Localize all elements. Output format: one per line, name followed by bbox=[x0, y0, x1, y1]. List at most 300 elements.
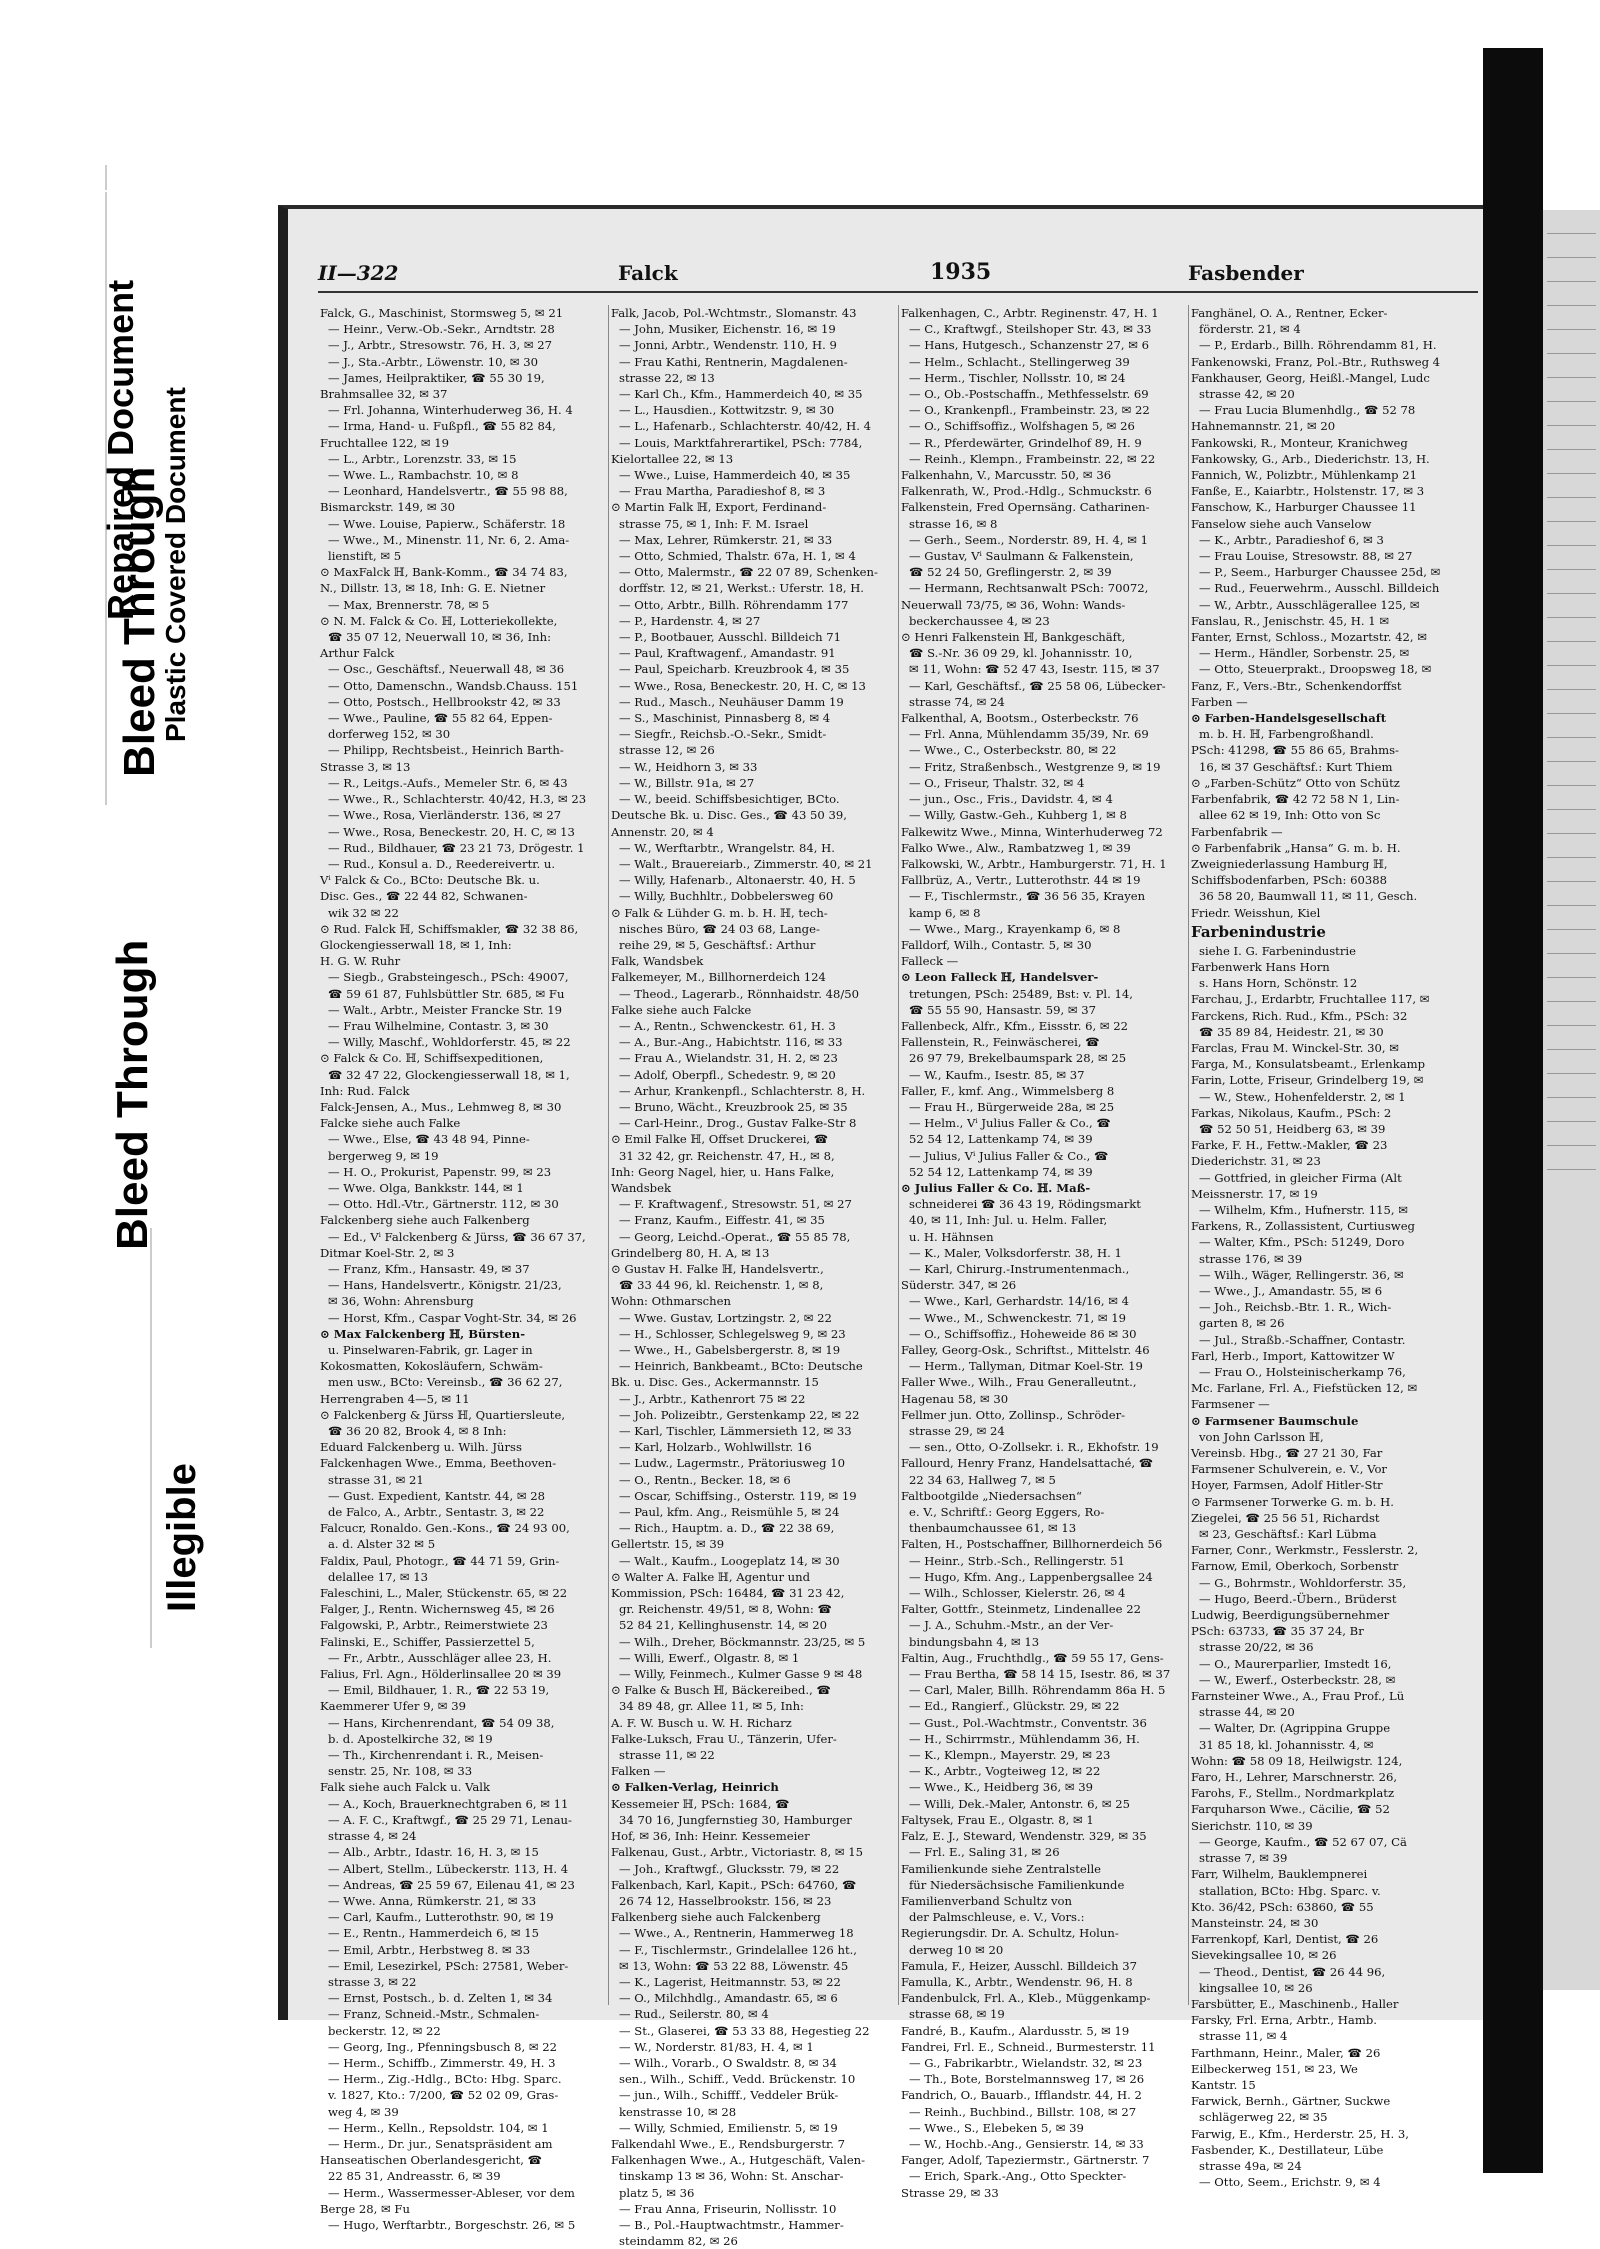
directory-entry: ☎ 52 24 50, Greflingerstr. 2, ✉ 39 bbox=[909, 565, 1112, 580]
directory-entry: Fandrich, O., Bauarb., Ifflandstr. 44, H. 2 bbox=[901, 2088, 1142, 2103]
directory-entry: ⊙ Falck & Co. ℍ, Schiffsexpeditionen, bbox=[320, 1051, 544, 1066]
directory-entry: 22 34 63, Hallweg 7, ✉ 5 bbox=[909, 1472, 1056, 1487]
directory-entry: — Louis, Marktfahrerartikel, PSch: 7784, bbox=[619, 435, 863, 450]
directory-entry: Faleschini, L., Maler, Stückenstr. 65, ✉ 22 bbox=[320, 1586, 568, 1601]
directory-entry: — K., Maler, Volksdorferstr. 38, H. 1 bbox=[909, 1245, 1122, 1260]
directory-entry: ⊙ „Farben-Schütz“ Otto von Schütz bbox=[1191, 775, 1400, 790]
directory-entry: — Julius, Vⁱ Julius Faller & Co., ☎ bbox=[909, 1148, 1109, 1163]
column-1 bbox=[318, 305, 594, 2232]
directory-entry: — E., Rentn., Hammerdeich 6, ✉ 15 bbox=[328, 1926, 539, 1941]
directory-entry: e. V., Schriftf.: Georg Eggers, Ro- bbox=[909, 1505, 1105, 1520]
directory-entry: Falz, E. J., Steward, Wendenstr. 329, ✉ 35 bbox=[901, 1829, 1147, 1844]
directory-entry: — Wwe. Anna, Rümkerstr. 21, ✉ 33 bbox=[328, 1893, 537, 1908]
directory-entry: Friedr. Weisshun, Kiel bbox=[1191, 905, 1321, 920]
directory-entry: 34 70 16, Jungfernstieg 30, Hamburger bbox=[619, 1812, 852, 1827]
directory-entry: Falckenberg siehe auch Falkenberg bbox=[320, 1213, 530, 1228]
directory-entry: — Rich., Hauptm. a. D., ☎ 22 38 69, bbox=[619, 1521, 835, 1536]
directory-entry: — Helm., Vⁱ Julius Faller & Co., ☎ bbox=[909, 1116, 1111, 1131]
directory-entry: — Siegb., Grabsteingesch., PSch: 49007, bbox=[328, 970, 569, 985]
directory-entry: Faller, F., kmf. Ang., Wimmelsberg 8 bbox=[901, 1083, 1115, 1098]
directory-entry: ⊙ Farmsener Baumschule bbox=[1191, 1413, 1359, 1428]
directory-entry: — Karl, Geschäftsf., ☎ 25 58 06, Lübecker- bbox=[909, 678, 1166, 693]
directory-entry: Strasse 3, ✉ 13 bbox=[320, 759, 411, 774]
directory-entry: gr. Reichenstr. 49/51, ✉ 8, Wohn: ☎ bbox=[619, 1602, 832, 1617]
directory-entry: — Heinr., Strb.-Sch., Rellingerstr. 51 bbox=[909, 1553, 1125, 1568]
directory-entry: ⊙ Max Falckenberg ℍ, Bürsten- bbox=[320, 1326, 526, 1341]
directory-entry: — Willi, Ewerf., Olgastr. 8, ✉ 1 bbox=[619, 1650, 800, 1665]
directory-entry: — Gustav, Vⁱ Saulmann & Falkenstein, bbox=[909, 549, 1134, 564]
directory-entry: ⊙ Falken-Verlag, Heinrich bbox=[611, 1780, 779, 1795]
directory-entry: Hahnemannstr. 21, ✉ 20 bbox=[1191, 419, 1336, 434]
directory-entry: Faltin, Aug., Fruchthdlg., ☎ 59 55 17, Gens- bbox=[901, 1650, 1164, 1665]
directory-entry: weg 4, ✉ 39 bbox=[328, 2104, 399, 2119]
directory-entry: Falius, Frl. Agn., Hölderlinsallee 20 ✉ 39 bbox=[320, 1667, 562, 1682]
directory-entry: strasse 31, ✉ 21 bbox=[328, 1472, 424, 1487]
directory-entry: — Willy, Gastw.-Geh., Kuhberg 1, ✉ 8 bbox=[909, 808, 1127, 823]
directory-entry: — O., Ob.-Postschaffn., Methfesselstr. 69 bbox=[909, 387, 1149, 402]
directory-entry: — Wwe., R., Schlachterstr. 40/42, H.3, ✉ 23 bbox=[328, 792, 587, 807]
directory-entry: — Gerh., Seem., Norderstr. 89, H. 4, ✉ 1 bbox=[909, 532, 1149, 547]
directory-entry: — Wilh., Schlosser, Kielerstr. 26, ✉ 4 bbox=[909, 1586, 1126, 1601]
directory-entry: Annenstr. 20, ✉ 4 bbox=[611, 824, 714, 839]
directory-entry: ☎ 59 61 87, Fuhlsbüttler Str. 685, ✉ Fu bbox=[328, 986, 565, 1001]
directory-entry: — S., Maschinist, Pinnasberg 8, ✉ 4 bbox=[619, 711, 831, 726]
directory-entry: — Otto, Malermstr., ☎ 22 07 89, Schenken- bbox=[619, 565, 878, 580]
directory-entry: ⊙ Falke & Busch ℍ, Bäckereibed., ☎ bbox=[611, 1683, 831, 1698]
directory-entry: Farwig, E., Kfm., Herderstr. 25, H. 3, bbox=[1191, 2126, 1409, 2141]
directory-entry: — Wilh., Dreher, Böckmannstr. 23/25, ✉ 5 bbox=[619, 1634, 866, 1649]
directory-entry: dorferweg 152, ✉ 30 bbox=[328, 727, 451, 742]
directory-entry: Faller Wwe., Wilh., Frau Generalleutnt., bbox=[901, 1375, 1137, 1390]
directory-entry: Zweigniederlassung Hamburg ℍ, bbox=[1191, 856, 1388, 871]
directory-entry: Fanger, Adolf, Tapeziermstr., Gärtnerstr. 7 bbox=[901, 2153, 1150, 2168]
directory-entry: — Heinr., Verw.-Ob.-Sekr., Arndtstr. 28 bbox=[328, 322, 555, 337]
directory-entry: — Wwe., K., Heidberg 36, ✉ 39 bbox=[909, 1780, 1094, 1795]
directory-entry: ⊙ Farbenfabrik „Hansa“ G. m. b. H. bbox=[1191, 840, 1401, 855]
directory-entry: — Otto, Seem., Erichstr. 9, ✉ 4 bbox=[1199, 2175, 1381, 2190]
directory-entry: förderstr. 21, ✉ 4 bbox=[1199, 322, 1301, 337]
directory-entry: Familienkunde siehe Zentralstelle bbox=[901, 1861, 1102, 1876]
directory-entry: beckerchaussee 4, ✉ 23 bbox=[909, 613, 1050, 628]
directory-entry: kingsallee 10, ✉ 26 bbox=[1199, 1980, 1313, 1995]
directory-entry: Farnsteiner Wwe., A., Frau Prof., Lü bbox=[1191, 1689, 1405, 1704]
directory-entry: Fandré, B., Kaufm., Alardusstr. 5, ✉ 19 bbox=[901, 2023, 1130, 2038]
directory-entry: — W., Stew., Hohenfelderstr. 2, ✉ 1 bbox=[1199, 1089, 1406, 1104]
directory-entry: — O., Maurerparlier, Imstedt 16, bbox=[1199, 1656, 1392, 1671]
directory-entry: Farkens, R., Zollassistent, Curtiusweg bbox=[1191, 1219, 1415, 1234]
directory-entry: — Carl, Kaufm., Lutterothstr. 90, ✉ 19 bbox=[328, 1910, 554, 1925]
directory-entry: Fanghänel, O. A., Rentner, Ecker- bbox=[1191, 306, 1388, 320]
directory-entry: — O., Krankenpfl., Frambeinstr. 23, ✉ 22 bbox=[909, 403, 1150, 418]
directory-entry: strasse 74, ✉ 24 bbox=[909, 694, 1005, 709]
directory-entry: — Paul, kfm. Ang., Reismühle 5, ✉ 24 bbox=[619, 1505, 840, 1520]
directory-entry: senstr. 25, Nr. 108, ✉ 33 bbox=[328, 1764, 473, 1779]
directory-entry: Farkas, Nikolaus, Kaufm., PSch: 2 bbox=[1191, 1105, 1392, 1120]
directory-entry: u. H. Hähnsen bbox=[909, 1229, 994, 1244]
directory-entry: — W., Heidhorn 3, ✉ 33 bbox=[619, 759, 758, 774]
directory-entry: Falkenthal, A, Bootsm., Osterbeckstr. 76 bbox=[901, 711, 1139, 726]
directory-entry: — Max, Brennerstr. 78, ✉ 5 bbox=[328, 597, 490, 612]
directory-entry: strasse 7, ✉ 39 bbox=[1199, 1851, 1288, 1866]
directory-entry: — Fritz, Straßenbsch., Westgrenze 9, ✉ 19 bbox=[909, 759, 1161, 774]
directory-entry: strasse 75, ✉ 1, Inh: F. M. Israel bbox=[619, 516, 809, 531]
directory-entry: — K., Klempn., Mayerstr. 29, ✉ 23 bbox=[909, 1748, 1111, 1763]
directory-entry: — Franz, Kfm., Hansastr. 49, ✉ 37 bbox=[328, 1261, 530, 1276]
directory-entry: — O., Milchhdlg., Amandastr. 65, ✉ 6 bbox=[619, 1991, 838, 2006]
directory-entry: ☎ 52 50 51, Heidberg 63, ✉ 39 bbox=[1199, 1121, 1386, 1136]
year: 1935 bbox=[930, 259, 992, 285]
directory-entry: — K., Arbtr., Vogteiweg 12, ✉ 22 bbox=[909, 1764, 1101, 1779]
directory-entry: Falko Wwe., Alw., Rambatzweg 1, ✉ 39 bbox=[901, 840, 1131, 855]
directory-entry: Inh: Rud. Falck bbox=[320, 1083, 410, 1098]
directory-entry: — Wwe., Rosa, Beneckestr. 20, H. C, ✉ 13 bbox=[328, 824, 575, 839]
directory-entry: — Georg, Ing., Pfenningsbusch 8, ✉ 22 bbox=[328, 2039, 558, 2054]
illegible-label: Illegible bbox=[160, 1463, 204, 1612]
directory-entry: — Rud., Masch., Neuhäuser Damm 19 bbox=[619, 694, 844, 709]
repaired-label-box bbox=[105, 190, 189, 192]
directory-entry: Kto. 36/42, PSch: 63860, ☎ 55 bbox=[1191, 1899, 1374, 1914]
last-entry-word: Fasbender bbox=[1188, 261, 1304, 285]
directory-entry: ☎ S.-Nr. 36 09 29, kl. Johannisstr. 10, bbox=[909, 646, 1133, 661]
directory-entry: Berge 28, ✉ Fu bbox=[320, 2201, 410, 2216]
directory-entry: Sierichstr. 110, ✉ 39 bbox=[1191, 1818, 1313, 1833]
directory-entry: — Georg, Leichd.-Operat., ☎ 55 85 78, bbox=[619, 1229, 851, 1244]
page-number: II—322 bbox=[318, 261, 399, 285]
directory-entry: schneiderei ☎ 36 43 19, Rödingsmarkt bbox=[909, 1197, 1141, 1212]
directory-entry: v. 1827, Kto.: 7/200, ☎ 52 02 09, Gras- bbox=[328, 2088, 559, 2103]
directory-entry: delallee 17, ✉ 13 bbox=[328, 1569, 429, 1584]
directory-entry: Falger, J., Rentn. Wichernsweg 45, ✉ 26 bbox=[320, 1602, 555, 1617]
directory-entry: Fanselow siehe auch Vanselow bbox=[1191, 516, 1372, 531]
directory-entry: strasse 3, ✉ 22 bbox=[328, 1974, 417, 1989]
directory-entry: — Alb., Arbtr., Idastr. 16, H. 3, ✉ 15 bbox=[328, 1845, 539, 1860]
directory-entry: ⊙ Farben-Handelsgesellschaft bbox=[1191, 711, 1387, 726]
directory-entry: — Herm., Tischler, Nollsstr. 10, ✉ 24 bbox=[909, 370, 1126, 385]
directory-entry: Farclas, Frau M. Winckel-Str. 30, ✉ bbox=[1191, 1040, 1400, 1055]
directory-entry: Falinski, E., Schiffer, Passierzettel 5, bbox=[320, 1634, 535, 1649]
directory-entry: 26 74 12, Hasselbrookstr. 156, ✉ 23 bbox=[619, 1893, 832, 1908]
directory-entry: Falkenau, Gust., Arbtr., Victoriastr. 8, ✉ 15 bbox=[611, 1845, 864, 1860]
directory-entry: — Wwe., J., Amandastr. 55, ✉ 6 bbox=[1199, 1283, 1383, 1298]
directory-entry: Hoyer, Farmsen, Adolf Hitler-Str bbox=[1191, 1478, 1383, 1493]
directory-entry: — Walter, Dr. (Agrippina Gruppe bbox=[1199, 1721, 1391, 1736]
directory-entry: tinskamp 13 ✉ 36, Wohn: St. Anschar- bbox=[619, 2169, 844, 2184]
directory-entry: — A., Bur.-Ang., Habichtstr. 116, ✉ 33 bbox=[619, 1035, 843, 1050]
directory-entry: ☎ 32 47 22, Glockengiesserwall 18, ✉ 1, bbox=[328, 1067, 570, 1082]
directory-entry: — Max, Lehrer, Rümkerstr. 21, ✉ 33 bbox=[619, 532, 833, 547]
directory-entry: kamp 6, ✉ 8 bbox=[909, 905, 981, 920]
directory-entry: Farohs, F., Stellm., Nordmarkplatz bbox=[1191, 1786, 1395, 1801]
directory-entry: Grindelberg 80, H. A, ✉ 13 bbox=[611, 1245, 770, 1260]
directory-entry: strasse 4, ✉ 24 bbox=[328, 1829, 417, 1844]
directory-entry: — Leonhard, Handelsvertr., ☎ 55 98 88, bbox=[328, 484, 568, 499]
directory-entry: — Wwe., A., Rentnerin, Hammerweg 18 bbox=[619, 1926, 854, 1941]
directory-entry: Meissnerstr. 17, ✉ 19 bbox=[1191, 1186, 1318, 1201]
directory-entry: — L., Hafenarb., Schlachterstr. 40/42, H. 4 bbox=[619, 419, 872, 434]
directory-entry: — Wwe., Luise, Hammerdeich 40, ✉ 35 bbox=[619, 468, 851, 483]
directory-entry: Falcucr, Ronaldo. Gen.-Kons., ☎ 24 93 00, bbox=[320, 1521, 570, 1536]
directory-entry: — Otto. Hdl.-Vtr., Gärtnerstr. 112, ✉ 30 bbox=[328, 1197, 559, 1212]
directory-entry: Faro, H., Lehrer, Marschnerstr. 26, bbox=[1191, 1770, 1398, 1785]
directory-entry: A. F. W. Busch u. W. H. Richarz bbox=[611, 1715, 792, 1730]
directory-entry: ✉ 13, Wohn: ☎ 53 22 88, Löwenstr. 45 bbox=[619, 1958, 849, 1973]
directory-entry: ✉ 36, Wohn: Ahrensburg bbox=[328, 1294, 474, 1309]
directory-entry: Fankenowski, Franz, Pol.-Btr., Ruthsweg 4 bbox=[1191, 354, 1441, 369]
directory-entry: Farbenindustrie bbox=[1191, 922, 1326, 941]
directory-entry: — J., Sta.-Arbtr., Löwenstr. 10, ✉ 30 bbox=[328, 354, 538, 369]
directory-entry: — Karl, Holzarb., Wohlwillstr. 16 bbox=[619, 1440, 812, 1455]
directory-entry: ✉ 11, Wohn: ☎ 52 47 43, Isestr. 115, ✉ 37 bbox=[909, 662, 1160, 677]
directory-entry: 52 84 21, Kellinghusenstr. 14, ✉ 20 bbox=[619, 1618, 827, 1633]
directory-entry: Farsky, Frl. Erna, Arbtr., Hamb. bbox=[1191, 2013, 1377, 2028]
directory-entry: — H., Schlosser, Schlegelsweg 9, ✉ 23 bbox=[619, 1326, 846, 1341]
directory-entry: — Wwe., M., Schwenckestr. 71, ✉ 19 bbox=[909, 1310, 1127, 1325]
book-edge bbox=[1483, 48, 1543, 2173]
directory-entry: Arthur Falck bbox=[320, 646, 395, 661]
directory-entry: — Reinh., Buchbind., Billstr. 108, ✉ 27 bbox=[909, 2104, 1137, 2119]
directory-entry: — Frau Anna, Friseurin, Nollisstr. 10 bbox=[619, 2201, 837, 2216]
directory-entry: — F., Tischlermstr., Grindelallee 126 ht., bbox=[619, 1942, 857, 1957]
directory-entry: Falkewitz Wwe., Minna, Winterhuderweg 72 bbox=[901, 824, 1163, 839]
directory-entry: Farthmann, Heinr., Maler, ☎ 26 bbox=[1191, 2045, 1381, 2060]
directory-entry: — P., Bootbauer, Ausschl. Billdeich 71 bbox=[619, 630, 842, 645]
directory-entry: — Theod., Dentist, ☎ 26 44 96, bbox=[1199, 1964, 1386, 1979]
directory-entry: ⊙ Leon Falleck ℍ, Handelsver- bbox=[901, 970, 1099, 985]
page-header bbox=[318, 257, 1478, 293]
directory-entry: 36 58 20, Baumwall 11, ✉ 11, Gesch. bbox=[1199, 889, 1418, 904]
directory-entry: — Wwe., Marg., Krayenkamp 6, ✉ 8 bbox=[909, 921, 1121, 936]
directory-entry: Falgowski, P., Arbtr., Reimerstwiete 23 bbox=[320, 1618, 548, 1633]
directory-entry: — Willi, Dek.-Maler, Antonstr. 6, ✉ 25 bbox=[909, 1796, 1131, 1811]
directory-entry: — Ed., Rangierf., Glückstr. 29, ✉ 22 bbox=[909, 1699, 1120, 1714]
directory-entry: — Joh. Polizeibtr., Gerstenkamp 22, ✉ 22 bbox=[619, 1407, 860, 1422]
directory-entry: — J. A., Schuhm.-Mstr., an der Ver- bbox=[909, 1618, 1114, 1633]
directory-entry: — J., Arbtr., Kathenrort 75 ✉ 22 bbox=[619, 1391, 806, 1406]
directory-entry: Wohn: Othmarschen bbox=[611, 1294, 731, 1309]
directory-entry: Herrengraben 4—5, ✉ 11 bbox=[320, 1391, 470, 1406]
directory-entry: — Carl-Heinr., Drog., Gustav Falke-Str 8 bbox=[619, 1116, 857, 1131]
directory-entry: ⊙ Walter A. Falke ℍ, Agentur und bbox=[611, 1569, 811, 1584]
directory-entry: — F., Tischlermstr., ☎ 36 56 35, Krayen bbox=[909, 889, 1146, 904]
directory-entry: — Walt., Arbtr., Meister Francke Str. 19 bbox=[328, 1002, 563, 1017]
directory-entry: ⊙ N. M. Falck & Co. ℍ, Lotteriekollekte, bbox=[320, 613, 558, 628]
directory-entry: schlägerweg 22, ✉ 35 bbox=[1199, 2110, 1328, 2125]
directory-entry: — Herm., Kelln., Repsoldstr. 104, ✉ 1 bbox=[328, 2120, 549, 2135]
directory-entry: 40, ✉ 11, Inh: Jul. u. Helm. Faller, bbox=[909, 1213, 1108, 1228]
directory-entry: 16, ✉ 37 Geschäftsf.: Kurt Thiem bbox=[1199, 759, 1393, 774]
directory-entry: dorffstr. 12, ✉ 21, Werkst.: Uferstr. 18, H. bbox=[619, 581, 864, 596]
directory-entry: Hagenau 58, ✉ 30 bbox=[901, 1391, 1009, 1406]
directory-entry: Faltysek, Frau E., Olgastr. 8, ✉ 1 bbox=[901, 1812, 1094, 1827]
directory-entry: Disc. Ges., ☎ 22 44 82, Schwanen- bbox=[320, 889, 528, 904]
directory-entry: Fanslau, R., Jenischstr. 45, H. 1 ✉ bbox=[1191, 613, 1390, 628]
directory-entry: — Hugo, Beerd.-Übern., Brüderst bbox=[1199, 1591, 1397, 1606]
directory-entry: Farmsener Schulverein, e. V., Vor bbox=[1191, 1462, 1387, 1477]
directory-entry: strasse 49a, ✉ 24 bbox=[1199, 2158, 1302, 2173]
directory-entry: — L., Hausdien., Kottwitzstr. 9, ✉ 30 bbox=[619, 403, 835, 418]
directory-entry: — Wwe. L., Rambachstr. 10, ✉ 8 bbox=[328, 468, 519, 483]
directory-entry: — Paul, Speicharb. Kreuzbrook 4, ✉ 35 bbox=[619, 662, 850, 677]
directory-entry: Farrenkopf, Karl, Dentist, ☎ 26 bbox=[1191, 1932, 1379, 1947]
directory-entry: — H. O., Prokurist, Papenstr. 99, ✉ 23 bbox=[328, 1164, 552, 1179]
directory-entry: — Wwe. Gustav, Lortzingstr. 2, ✉ 22 bbox=[619, 1310, 832, 1325]
directory-entry: Falk siehe auch Falck u. Valk bbox=[320, 1780, 491, 1795]
directory-entry: — B., Pol.-Hauptwachtmstr., Hammer- bbox=[619, 2217, 844, 2232]
directory-entry: Falk, Wandsbek bbox=[611, 954, 704, 969]
directory-entry: strasse 12, ✉ 26 bbox=[619, 743, 715, 758]
directory-entry: — Wwe., Rosa, Beneckestr. 20, H. C, ✉ 13 bbox=[619, 678, 866, 693]
directory-entry: Farckens, Rich. Rud., Kfm., PSch: 32 bbox=[1191, 1008, 1408, 1023]
directory-entry: — Otto, Postsch., Hellbrookstr 42, ✉ 33 bbox=[328, 694, 561, 709]
directory-entry: Faldix, Paul, Photogr., ☎ 44 71 59, Grin- bbox=[320, 1553, 560, 1568]
directory-entry: allee 62 ✉ 19, Inh: Otto von Sc bbox=[1199, 808, 1381, 823]
directory-entry: Fallenstein, R., Feinwäscherei, ☎ bbox=[901, 1035, 1100, 1050]
directory-entry: Falkemeyer, M., Billhornerdeich 124 bbox=[611, 970, 826, 985]
directory-entry: Hanseatischen Oberlandesgericht, ☎ bbox=[320, 2153, 543, 2168]
directory-entry: 26 97 79, Brekelbaumspark 28, ✉ 25 bbox=[909, 1051, 1127, 1066]
directory-entry: — F. Kraftwagenf., Stresowstr. 51, ✉ 27 bbox=[619, 1197, 852, 1212]
directory-entry: — jun., Osc., Fris., Davidstr. 4, ✉ 4 bbox=[909, 792, 1113, 807]
directory-entry: — Herm., Dr. jur., Senatspräsident am bbox=[328, 2136, 553, 2151]
directory-entry: — Willy, Hafenarb., Altonaerstr. 40, H. 5 bbox=[619, 873, 856, 888]
directory-entry: — Frau Kathi, Rentnerin, Magdalenen- bbox=[619, 354, 848, 369]
directory-entry: Faltbootgilde „Niedersachsen“ bbox=[901, 1488, 1082, 1503]
directory-entry: lienstift, ✉ 5 bbox=[328, 549, 402, 564]
directory-entry: — Erich, Spark.-Ang., Otto Speckter- bbox=[909, 2169, 1127, 2184]
directory-entry: — Frau Martha, Paradieshof 8, ✉ 3 bbox=[619, 484, 826, 499]
directory-entry: Familienverband Schultz von bbox=[901, 1893, 1073, 1908]
directory-entry: — Carl, Maler, Billh. Röhrendamm 86a H. 5 bbox=[909, 1683, 1166, 1698]
directory-entry: — R., Leitgs.-Aufs., Memeler Str. 6, ✉ 43 bbox=[328, 775, 568, 790]
directory-entry: — P., Hardenstr. 4, ✉ 27 bbox=[619, 613, 761, 628]
directory-entry: Falk, Jacob, Pol.-Wchtmstr., Slomanstr. 43 bbox=[611, 306, 857, 320]
directory-entry: reihe 29, ✉ 5, Geschäftsf.: Arthur bbox=[619, 937, 816, 952]
directory-entry: Eilbeckerweg 151, ✉ 23, We bbox=[1191, 2061, 1358, 2076]
directory-entry: — Walt., Kaufm., Loogeplatz 14, ✉ 30 bbox=[619, 1553, 840, 1568]
directory-entry: — Frl. Anna, Mühlendamm 35/39, Nr. 69 bbox=[909, 727, 1149, 742]
directory-entry: — Horst, Kfm., Caspar Voght-Str. 34, ✉ 26 bbox=[328, 1310, 577, 1325]
directory-entry: Kommission, PSch: 16484, ☎ 31 23 42, bbox=[611, 1586, 845, 1601]
directory-entry: von John Carlsson ℍ, bbox=[1199, 1429, 1324, 1444]
directory-entry: — sen., Otto, O-Zollsekr. i. R., Ekhofstr. 19 bbox=[909, 1440, 1159, 1455]
directory-entry: Farnow, Emil, Oberkoch, Sorbenstr bbox=[1191, 1559, 1399, 1574]
directory-entry: Farbenfabrik, ☎ 42 72 58 N 1, Lin- bbox=[1191, 792, 1400, 807]
directory-entry: — K., Lagerist, Heitmannstr. 53, ✉ 22 bbox=[619, 1974, 841, 1989]
directory-entry: Farsbütter, E., Maschinenb., Haller bbox=[1191, 1996, 1399, 2011]
directory-entry: Bk. u. Disc. Ges., Ackermannstr. 15 bbox=[611, 1375, 819, 1390]
directory-entry: 34 89 48, gr. Allee 11, ✉ 5, Inh: bbox=[619, 1699, 804, 1714]
directory-entry: Farbenwerk Hans Horn bbox=[1191, 959, 1330, 974]
directory-entry: — Rud., Seilerstr. 80, ✉ 4 bbox=[619, 2007, 769, 2022]
directory-entry: — A. F. C., Kraftwgf., ☎ 25 29 71, Lenau- bbox=[328, 1812, 572, 1827]
directory-entry: Kokosmatten, Kokosläufern, Schwäm- bbox=[320, 1359, 543, 1374]
plastic-covered-label: Plastic Covered Document bbox=[160, 387, 191, 742]
directory-entry: beckerstr. 12, ✉ 22 bbox=[328, 2023, 441, 2038]
directory-entry: strasse 176, ✉ 39 bbox=[1199, 1251, 1303, 1266]
directory-entry: ⊙ Falckenberg & Jürss ℍ, Quartiersleute, bbox=[320, 1407, 566, 1422]
directory-entry: — Paul, Kraftwagenf., Amandastr. 91 bbox=[619, 646, 836, 661]
repaired-document-label: Repaired Document bbox=[100, 279, 141, 620]
directory-entry: — Frl. Johanna, Winterhuderweg 36, H. 4 bbox=[328, 403, 573, 418]
directory-entry: — Bruno, Wächt., Kreuzbrook 25, ✉ 35 bbox=[619, 1099, 848, 1114]
directory-entry: s. Hans Horn, Schönstr. 12 bbox=[1199, 976, 1358, 991]
directory-entry: — Wwe., Else, ☎ 43 48 94, Pinne- bbox=[328, 1132, 530, 1147]
directory-entry: ☎ 35 89 84, Heidestr. 21, ✉ 30 bbox=[1199, 1024, 1384, 1039]
directory-entry: b. d. Apostelkirche 32, ✉ 19 bbox=[328, 1731, 493, 1746]
directory-entry: — W., Kaufm., Isestr. 85, ✉ 37 bbox=[909, 1067, 1085, 1082]
directory-entry: — G., Bohrmstr., Wohldorferstr. 35, bbox=[1199, 1575, 1407, 1590]
directory-entry: PSch: 63733, ☎ 35 37 24, Br bbox=[1191, 1624, 1364, 1639]
directory-entry: Farke, F. H., Fettw.-Makler, ☎ 23 bbox=[1191, 1138, 1388, 1153]
directory-entry: — Th., Bote, Borstelmannsweg 17, ✉ 26 bbox=[909, 2072, 1145, 2087]
directory-entry: — Albert, Stellm., Lübeckerstr. 113, H. 4 bbox=[328, 1861, 569, 1876]
directory-entry: Bismarckstr. 149, ✉ 30 bbox=[320, 500, 456, 515]
directory-entry: ☎ 35 07 12, Neuerwall 10, ✉ 36, Inh: bbox=[328, 630, 552, 645]
directory-entry: — Otto, Schmied, Thalstr. 67a, H. 1, ✉ 4 bbox=[619, 549, 856, 564]
directory-entry: steindamm 82, ✉ 26 bbox=[619, 2234, 738, 2249]
directory-entry: — Emil, Bildhauer, 1. R., ☎ 22 53 19, bbox=[328, 1683, 550, 1698]
directory-entry: — George, Kaufm., ☎ 52 67 07, Cä bbox=[1199, 1834, 1407, 1849]
directory-entry: — Wilh., Vorarb., O Swaldstr. 8, ✉ 34 bbox=[619, 2055, 837, 2070]
directory-entry: Kantstr. 15 bbox=[1191, 2077, 1256, 2092]
directory-entry: Falten, H., Postschaffner, Billhornerdeich 56 bbox=[901, 1537, 1163, 1552]
directory-entry: — Arhur, Krankenpfl., Schlachterstr. 8, H. bbox=[619, 1083, 866, 1098]
directory-entry: — Karl Ch., Kfm., Hammerdeich 40, ✉ 35 bbox=[619, 387, 863, 402]
directory-entry: ⊙ Farmsener Torwerke G. m. b. H. bbox=[1191, 1494, 1394, 1509]
directory-entry: Farquharson Wwe., Cäcilie, ☎ 52 bbox=[1191, 1802, 1390, 1817]
directory-entry: — Hans, Hutgesch., Schanzenstr 27, ✉ 6 bbox=[909, 338, 1150, 353]
column-4 bbox=[1188, 305, 1465, 2190]
directory-entry: — Gust. Expedient, Kantstr. 44, ✉ 28 bbox=[328, 1488, 545, 1503]
directory-entry: sen., Wilh., Schiff., Vedd. Brückenstr. 10 bbox=[619, 2072, 856, 2087]
directory-entry: 52 54 12, Lattenkamp 74, ✉ 39 bbox=[909, 1132, 1093, 1147]
directory-entry: — Franz, Schneid.-Mstr., Schmalen- bbox=[328, 2007, 540, 2022]
directory-entry: — Frau H., Bürgerweide 28a, ✉ 25 bbox=[909, 1099, 1115, 1114]
directory-entry: Fallbrüz, A., Vertr., Lutterothstr. 44 ✉ 19 bbox=[901, 873, 1141, 888]
directory-entry: — Franz, Kaufm., Eiffestr. 41, ✉ 35 bbox=[619, 1213, 825, 1228]
directory-entry: — Frau Lucia Blumenhdlg., ☎ 52 78 bbox=[1199, 403, 1416, 418]
directory-entry: — Frl. E., Saling 31, ✉ 26 bbox=[909, 1845, 1060, 1860]
directory-entry: — Adolf, Oberpfl., Schedestr. 9, ✉ 20 bbox=[619, 1067, 836, 1082]
directory-entry: Falkenhahn, V., Marcusstr. 50, ✉ 36 bbox=[901, 468, 1112, 483]
directory-entry: nisches Büro, ☎ 24 03 68, Lange- bbox=[619, 921, 820, 936]
directory-entry: Famulla, K., Arbtr., Wendenstr. 96, H. 8 bbox=[901, 1974, 1133, 1989]
directory-entry: strasse 42, ✉ 20 bbox=[1199, 387, 1295, 402]
directory-entry: — H., Schirrmstr., Mühlendamm 36, H. bbox=[909, 1731, 1140, 1746]
directory-entry: — W., Billstr. 91a, ✉ 27 bbox=[619, 775, 755, 790]
directory-entry: — Wwe., Pauline, ☎ 55 82 64, Eppen- bbox=[328, 711, 553, 726]
directory-entry: — Otto, Arbtr., Billh. Röhrendamm 177 bbox=[619, 597, 849, 612]
directory-entry: — C., Kraftwgf., Steilshoper Str. 43, ✉ 33 bbox=[909, 322, 1152, 337]
directory-entry: — G., Fabrikarbtr., Wielandstr. 32, ✉ 23 bbox=[909, 2055, 1143, 2070]
directory-entry: ☎ 36 20 82, Brook 4, ✉ 8 Inh: bbox=[328, 1424, 507, 1439]
directory-entry: — Hugo, Werftarbtr., Borgeschstr. 26, ✉ 5 bbox=[328, 2217, 576, 2232]
directory-entry: — Oscar, Schiffsing., Osterstr. 119, ✉ 19 bbox=[619, 1488, 857, 1503]
directory-entry: Fanter, Ernst, Schloss., Mozartstr. 42, ✉ bbox=[1191, 630, 1427, 645]
directory-entry: u. Pinselwaren-Fabrik, gr. Lager in bbox=[328, 1343, 533, 1357]
directory-entry: — Wwe., Rosa, Vierländerstr. 136, ✉ 27 bbox=[328, 808, 562, 823]
directory-entry: strasse 22, ✉ 13 bbox=[619, 370, 715, 385]
directory-entry: Falck-Jensen, A., Mus., Lehmweg 8, ✉ 30 bbox=[320, 1099, 562, 1114]
directory-entry: — John, Musiker, Eichenstr. 16, ✉ 19 bbox=[619, 322, 836, 337]
directory-entry: — A., Koch, Brauerknechtgraben 6, ✉ 11 bbox=[328, 1796, 569, 1811]
directory-entry: Falkenbach, Karl, Kapit., PSch: 64760, ☎ bbox=[611, 1877, 857, 1892]
directory-entry: — Helm., Schlacht., Stellingerweg 39 bbox=[909, 354, 1130, 369]
directory-entry: ☎ 33 44 96, kl. Reichenstr. 1, ✉ 8, bbox=[619, 1278, 824, 1293]
directory-entry: ⊙ Emil Falke ℍ, Offset Druckerei, ☎ bbox=[611, 1132, 829, 1147]
directory-entry: strasse 29, ✉ 24 bbox=[909, 1424, 1005, 1439]
directory-entry: 31 32 42, gr. Reichenstr. 47, H., ✉ 8, bbox=[619, 1148, 835, 1163]
